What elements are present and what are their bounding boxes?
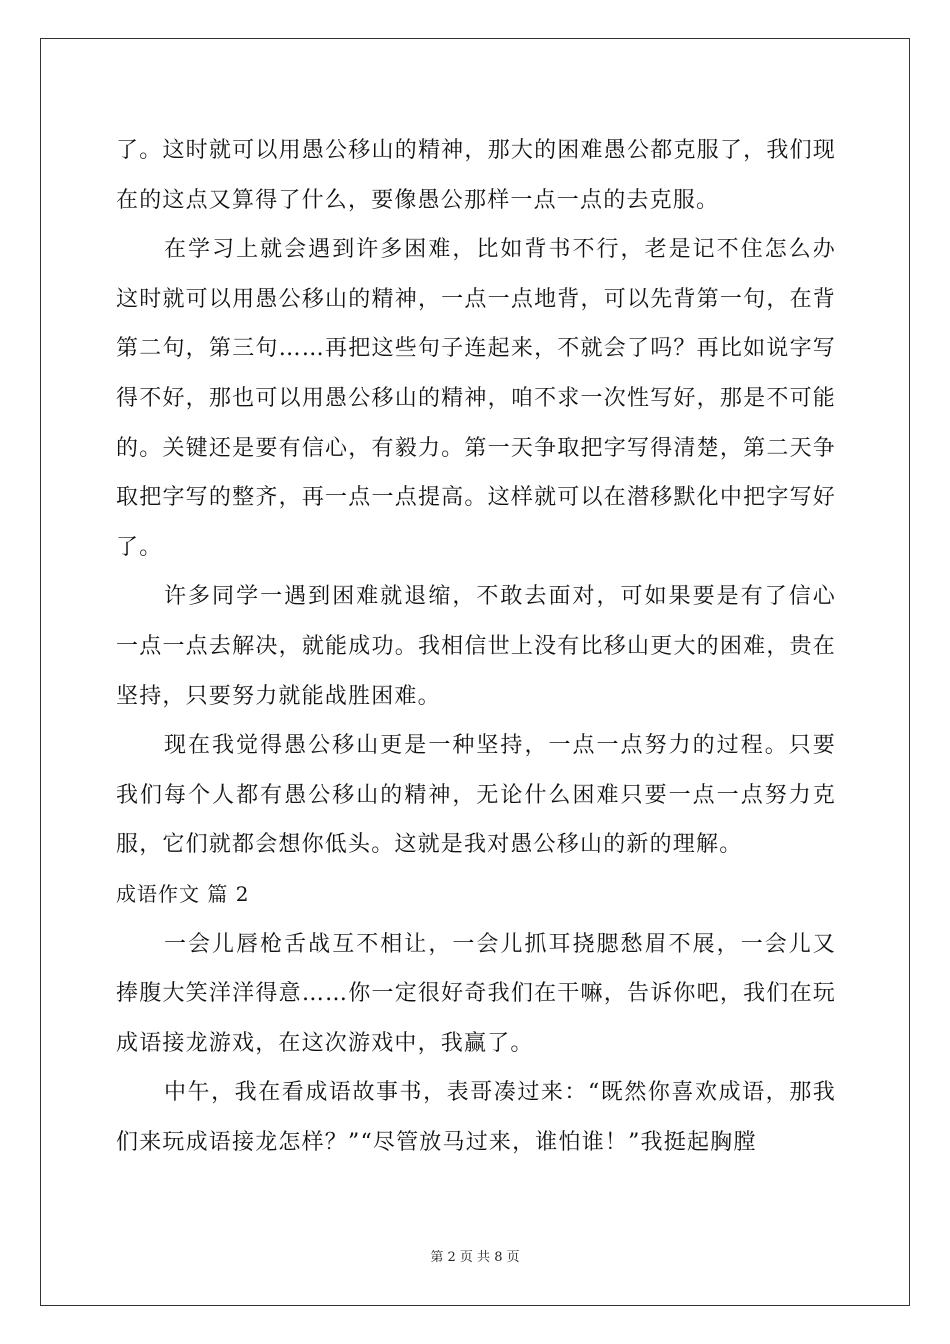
document-body bbox=[116, 126, 836, 1167]
section-heading: 成语作文 篇 2 bbox=[116, 881, 250, 906]
paragraph-continuation: 了。这时就可以用愚公移山的精神，那大的困难愚公都克服了，我们现在的这点又算得了什么，要像愚公那样一点一点的去克服。 bbox=[116, 138, 836, 213]
paragraph-idiom-game: 一会儿唇枪舌战互不相让，一会儿抓耳挠腮愁眉不展，一会儿又捧腹大笑洋洋得意……你一定很好奇我们在干嘛，告诉你吧，我们在玩成语接龙游戏，在这次游戏中，我赢了。 bbox=[116, 931, 836, 1056]
paragraph-classmates: 许多同学一遇到困难就退缩，不敢去面对，可如果要是有了信心一点一点去解决，就能成功。我相信世上没有比移山更大的困难，贵在坚持，只要努力就能战胜困难。 bbox=[116, 584, 836, 709]
paragraph-conclusion: 现在我觉得愚公移山更是一种坚持，一点一点努力的过程。只要我们每个人都有愚公移山的精神，无论什么困难只要一点一点努力克服，它们就都会想你低头。这就是我对愚公移山的新的理解。 bbox=[116, 733, 836, 858]
paragraph-noon: 中午，我在看成语故事书，表哥凑过来：“既然你喜欢成语，那我们来玩成语接龙怎样？”“尽管放马过来，谁怕谁！”我挺起胸膛 bbox=[116, 1080, 836, 1155]
paragraph-study: 在学习上就会遇到许多困难，比如背书不行，老是记不住怎么办这时就可以用愚公移山的精神，一点一点地背，可以先背第一句，在背第二句，第三句……再把这些句子连起来，不就会了吗？再比如说字写得不好，那也可以用愚公移山的精神，咱不求一次性写好，那是不可能的。关键还是要有信心，有毅力。第一天争取把字写得清楚，第二天争取把字写的整齐，再一点一点提高。这样就可以在潜移默化中把字写好了。 bbox=[116, 237, 836, 560]
page-number-footer: 第 2 页 共 8 页 bbox=[430, 1250, 520, 1265]
